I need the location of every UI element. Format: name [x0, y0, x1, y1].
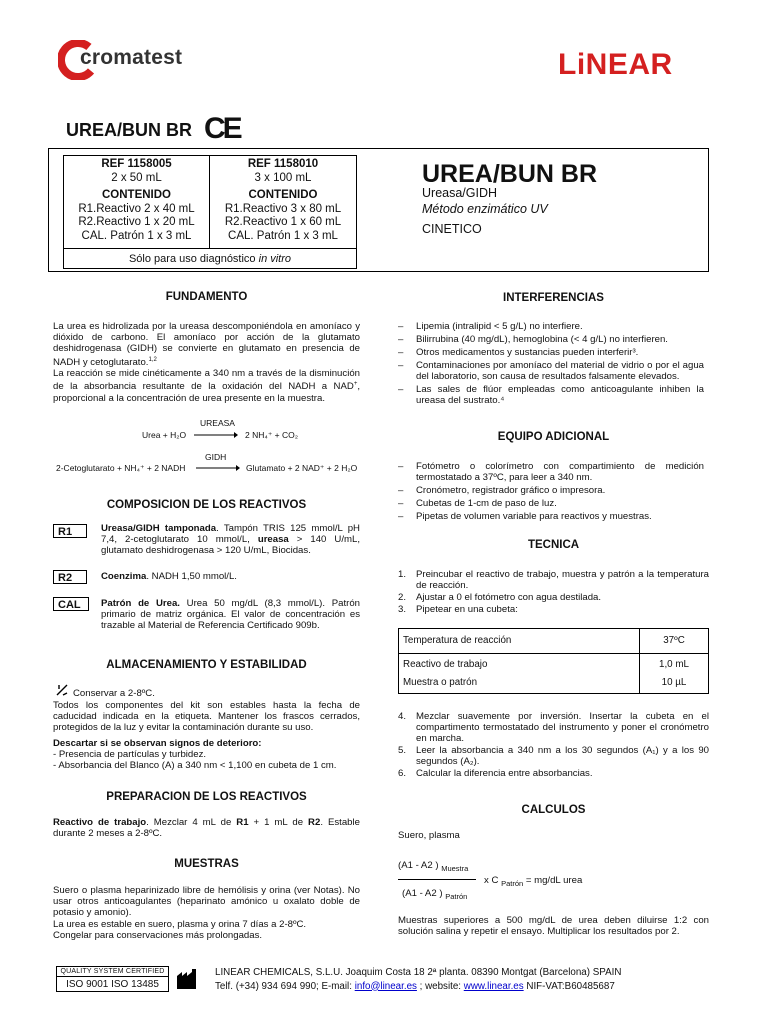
ref-number: REF 1158005: [101, 158, 172, 170]
reaction-1-right: 2 NH₄⁺ + CO₂: [245, 430, 299, 440]
heading-interferencias: INTERFERENCIAS: [503, 292, 604, 304]
muestras-text: Suero o plasma heparinizado libre de hemólisis y orina (ver Notas). No usar otros anticoagulantes (heparinato amónico u oxalato doble de potasio y amonio). La urea es estable en suero, plasma y orina 7 días a 2-8ºC. Congelar para conservaciones más prolongadas.: [53, 885, 360, 941]
manufacturer-icon: [176, 968, 200, 990]
discard-title: Descartar si se observan signos de deterioro:: [53, 738, 262, 749]
list-item: – Lipemia (intralipid < 5 g/L) no interfiere.: [398, 321, 704, 332]
ce-mark-icon: CE: [204, 112, 240, 145]
interferencias-list: [398, 321, 704, 408]
product-title: UREA/BUN BR: [66, 120, 192, 140]
list-item: 5. Leer la absorbancia a 340 nm a los 30 segundos (A₁) y a los 90 segundos (A₂).: [398, 745, 709, 767]
pipetting-table: [398, 628, 709, 694]
website-link[interactable]: www.linear.es: [463, 980, 524, 992]
tag-r2: R2: [53, 570, 87, 584]
contents-line: R2.Reactivo 1 x 20 mL: [78, 216, 195, 228]
contents-title: CONTENIDO: [248, 189, 318, 201]
calculos-sample: Suero, plasma: [398, 830, 460, 841]
table-cell: 1,0 mL: [659, 659, 689, 670]
formula-numerator: (A1 - A2 ) $_{Muestra}$: [398, 860, 469, 873]
preparacion-text: Reactivo de trabajo. Mezclar 4 mL de R1 + 1 mL de R2. Estable durante 2 meses a 2-8ºC.: [53, 817, 360, 840]
heading-equipo: EQUIPO ADICIONAL: [497, 431, 610, 443]
product-kinetic: CINETICO: [422, 222, 482, 236]
table-cell: 10 µL: [661, 677, 687, 688]
reaction-arrow-icon: [194, 431, 238, 439]
diagnostic-use-note: Sólo para uso diagnóstico in vitro: [64, 248, 356, 270]
heading-muestras: MUESTRAS: [174, 858, 239, 870]
contents-line: CAL. Patrón 1 x 3 mL: [81, 229, 192, 242]
brand-cromatest: cromatest: [80, 46, 183, 69]
list-item: 4. Mezclar suavemente por inversión. Insertar la cubeta en el compartimento termostatado del instrumento y poner el cronómetro en marcha.: [398, 711, 709, 744]
heading-almacenamiento: ALMACENAMIENTO Y ESTABILIDAD: [106, 659, 307, 671]
equipo-list: [398, 461, 704, 524]
list-item: 6. Calcular la diferencia entre absorbancias.: [398, 768, 593, 779]
discard-item: - Absorbancia del Blanco (A) a 340 nm < 1,100 en cubeta de 1 cm.: [53, 760, 337, 771]
contents-line: R1.Reactivo 3 x 80 mL: [224, 202, 342, 215]
reaction-2-left: 2-Cetoglutarato + NH₄⁺ + 2 NADH: [56, 463, 186, 473]
temperature-limit-icon: [55, 683, 69, 697]
list-item: 3. Pipetear en una cubeta:: [398, 604, 518, 615]
contents-title: CONTENIDO: [102, 189, 171, 201]
formula-rhs: x C $_{Patrón}$ = mg/dL urea: [484, 875, 583, 888]
email-link[interactable]: info@linear.es: [354, 980, 417, 992]
storage-text: Todos los componentes del kit son estables hasta la fecha de caducidad indicada en la etiqueta. Mantener los frascos cerrados, protegidos de la luz y evitar la contaminación durante su uso.: [53, 700, 360, 734]
table-cell: 37ºC: [663, 635, 685, 646]
composicion-r1: Ureasa/GIDH tamponada. Tampón TRIS 125 mmol/L pH 7,4, 2-cetoglutarato 10 mmol/L, ureasa > 140 U/mL, glutamato deshidrogenasa > 120 U/mL, Biocidas.: [101, 523, 360, 557]
tag-cal: CAL: [53, 597, 89, 611]
composicion-r2: Coenzima. NADH 1,50 mmol/L.: [101, 571, 237, 582]
heading-preparacion: PREPARACION DE LOS REACTIVOS: [106, 791, 307, 803]
heading-composicion: COMPOSICION DE LOS REACTIVOS: [106, 499, 307, 511]
ref-number: REF 1158010: [247, 158, 319, 170]
table-cell: Temperatura de reacción: [403, 635, 512, 646]
list-item: 1. Preincubar el reactivo de trabajo, muestra y patrón a la temperatura de reacción.: [398, 569, 709, 591]
reaction-2-right: Glutamato + 2 NAD⁺ + 2 H₂O: [246, 463, 358, 473]
heading-tecnica: TECNICA: [527, 539, 580, 551]
contents-line: R2.Reactivo 1 x 60 mL: [224, 216, 342, 228]
reaction-2-enzyme: GIDH: [205, 452, 227, 462]
list-item: – Cubetas de 1-cm de paso de luz.: [398, 498, 704, 509]
ref-size: 2 x 50 mL: [111, 171, 162, 184]
ref-box: [63, 155, 357, 269]
table-cell: Reactivo de trabajo: [403, 659, 488, 670]
company-footer: LINEAR CHEMICALS, S.L.U. Joaquim Costa 18 2ª planta. 08390 Montgat (Barcelona) SPAIN Telf. (+34) 934 694 990; E-mail: info@linear.es ; website: www.linear.es NIF-VAT:B60485687: [215, 967, 622, 992]
list-item: – Fotómetro o colorímetro con compartimiento de medición termostatado a 37ºC, para leer a 340 nm.: [398, 461, 704, 483]
heading-calculos: CALCULOS: [521, 804, 586, 816]
ref-col-2: [210, 156, 356, 248]
product-method-type: Método enzimático UV: [422, 202, 548, 216]
list-item: – Bilirrubina (40 mg/dL), hemoglobina (< 4 g/L) no interfieren.: [398, 334, 704, 345]
list-item: – Contaminaciones por amoníaco del material de vidrio o por el agua del laboratorio, son causa de resultados falsamente elevados.: [398, 360, 704, 382]
reaction-1-enzyme: UREASA: [200, 418, 235, 428]
composicion-cal: Patrón de Urea. Urea 50 mg/dL (8,3 mmol/L). Patrón primario de matriz orgánica. El valor de concentración es trazable al Material de Referencia Certificado 909b.: [101, 598, 360, 632]
list-item: 2. Ajustar a 0 el fotómetro con agua destilada.: [398, 592, 602, 603]
product-box-title: UREA/BUN BR: [422, 160, 597, 188]
ref-size: 3 x 100 mL: [254, 171, 312, 184]
formula-fraction-line: [398, 879, 476, 880]
ref-col-1: [64, 156, 210, 248]
reaction-arrow-icon: [196, 464, 240, 472]
tag-r1: R1: [53, 524, 87, 538]
tecnica-steps-b: [398, 711, 709, 780]
contents-line: CAL. Patrón 1 x 3 mL: [228, 229, 338, 242]
product-method: Ureasa/GIDH: [422, 186, 498, 200]
reaction-1-left: Urea + H₂O: [142, 430, 187, 440]
list-item: – Cronómetro, registrador gráfico o impresora.: [398, 485, 704, 496]
quality-certification-badge: QUALITY SYSTEM CERTIFIED ISO 9001 ISO 13485: [56, 966, 169, 992]
storage-temp: Conservar a 2-8ºC.: [73, 688, 155, 699]
table-cell: Muestra o patrón: [403, 677, 478, 688]
list-item: – Otros medicamentos y sustancias pueden interferir³.: [398, 347, 704, 358]
calculos-note: Muestras superiores a 500 mg/dL de urea deben diluirse 1:2 con solución salina y repetir el ensayo. Multiplicar los resultados por 2.: [398, 915, 709, 938]
list-item: – Las sales de flúor empleadas como anticoagulante inhiben la ureasa del sustrato.⁴: [398, 384, 704, 406]
tecnica-steps-a: [398, 569, 709, 616]
fundamento-text: La urea es hidrolizada por la ureasa descomponiéndola en amoníaco y dióxido de carbono. El amoníaco por acción de la glutamato deshidrogenasa (GIDH) se convierte en glutamato en presencia de NADH y cetoglutarato.$^{1,2}$ La reacción se mide cinéticamente a 340 nm a través de la disminución de la absorbancia resultante de la oxidación del NADH a NAD+, proporcional a la concentración de urea presente en la muestra.: [53, 321, 360, 404]
contents-line: R1.Reactivo 2 x 40 mL: [78, 202, 195, 215]
discard-item: - Presencia de partículas y turbidez.: [53, 749, 207, 760]
list-item: – Pipetas de volumen variable para reactivos y muestras.: [398, 511, 704, 522]
brand-linear: LiNEAR: [558, 48, 673, 81]
heading-fundamento: FUNDAMENTO: [165, 291, 248, 303]
formula-denominator: (A1 - A2 ) $_{Patrón}$: [402, 888, 468, 901]
